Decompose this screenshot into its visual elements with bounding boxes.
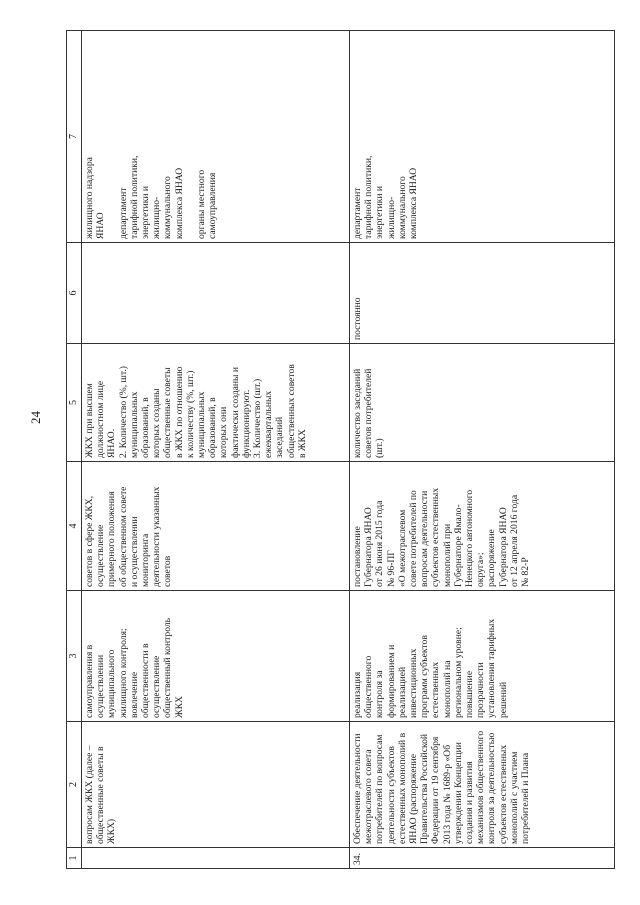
cell-line (185, 34, 196, 239)
cell-line: департамент (352, 187, 363, 239)
cell-line: общественные советы в (95, 746, 107, 844)
measures-table (66, 30, 615, 869)
cell-line: механизмов общественного (475, 730, 487, 844)
cell-line: постановление (352, 526, 363, 587)
cell-c6 (350, 243, 615, 344)
cell-line: энергетики и (140, 185, 152, 239)
cell-line: образований, в (207, 397, 219, 458)
cell-line: фактически созданы и (229, 366, 241, 458)
cell-line: инвестиционных (408, 648, 420, 718)
cell-line: количество заседаний (352, 368, 363, 458)
cell-line: советов (162, 555, 174, 587)
cell-line: советов в сфере ЖКХ, (84, 495, 95, 587)
header-col-7: 7 (67, 31, 82, 243)
cell-line: утверждении Концепции (452, 742, 464, 844)
cell-line: № 82-Р (520, 557, 532, 587)
cell-line: 2. Количество (%, шт.) (117, 366, 129, 458)
cell-line: Обеспечение деятельности (352, 733, 363, 844)
cell-line: должностном лице (95, 380, 107, 458)
cell-line: региональном уровне; (452, 627, 464, 718)
cell-line: ЖКХ (173, 696, 185, 718)
cell-c6 (82, 243, 350, 344)
cell-line: коммунального (396, 176, 408, 239)
row-number: 34. (350, 848, 615, 869)
cell-line: совете потребителей по (408, 490, 420, 587)
cell-line: самоуправления в (84, 644, 95, 718)
header-col-4: 4 (67, 462, 82, 591)
cell-line: муниципальных (196, 391, 208, 458)
cell-line: общественные советы (162, 367, 174, 458)
header-row (67, 31, 82, 869)
cell-line: «О межотраслевом (396, 509, 408, 587)
cell-line: повышение (464, 670, 476, 718)
cell-line: программ субъектов (419, 635, 431, 718)
cell-line: ЯНАО (распоряжение (408, 753, 420, 844)
cell-line: вопросам ЖКХ (далее – (84, 745, 95, 844)
header-col-5: 5 (67, 344, 82, 462)
header-col-6: 6 (67, 243, 82, 344)
cell-line: формированием и (385, 644, 397, 718)
cell-line: субъектов естественных (430, 487, 442, 587)
cell-line: ЖКХ) (106, 818, 118, 844)
cell-line: монополий с участием (508, 751, 520, 844)
cell-c5 (350, 344, 615, 462)
cell-line: общественного (363, 655, 375, 718)
rotated-table-container (66, 31, 614, 869)
row-number (82, 848, 350, 869)
cell-line: (шт.) (374, 438, 386, 458)
cell-line: мониторинга (140, 533, 152, 587)
cell-line: вовлечение (128, 671, 140, 718)
cell-c5 (82, 344, 350, 462)
cell-line: потребителей по вопросам (374, 734, 386, 844)
page-number: 24 (28, 411, 43, 424)
cell-line: общественный контроль (162, 617, 174, 718)
cell-line: заседаний (274, 416, 286, 458)
cell-line: вопросам деятельности (419, 490, 431, 587)
cell-line: муниципальных (128, 391, 140, 458)
cell-c4 (82, 462, 350, 591)
cell-line: к количеству (%, шт.) (184, 370, 196, 458)
cell-line: естественных (430, 661, 442, 718)
table-row (82, 31, 350, 869)
cell-line: коммунального (162, 176, 174, 239)
cell-line: от 12 апреля 2016 года (508, 494, 520, 587)
cell-line: осуществлении (95, 654, 107, 718)
cell-line: деятельности субъектов (385, 746, 397, 844)
cell-c4 (350, 462, 615, 591)
cell-line: общественности в (140, 643, 152, 718)
cell-line: потребителей и Плана (520, 752, 532, 844)
cell-line: округа»; (475, 552, 487, 587)
cell-line: контроля за (374, 670, 386, 718)
cell-line: ежеквартальных (263, 390, 275, 458)
cell-line: осуществление (151, 655, 163, 718)
cell-line: реализацией (396, 666, 408, 718)
cell-line: которых они (218, 406, 230, 458)
cell-line: образований, в (140, 397, 152, 458)
cell-line: Правительства Российской (419, 733, 431, 844)
table-row (350, 31, 615, 869)
cell-line: и осуществлении (128, 516, 140, 587)
cell-line: реализация (352, 671, 363, 718)
cell-c2 (350, 722, 615, 848)
cell-line: Федерации от 19 сентября (430, 736, 442, 844)
header-col-2: 2 (67, 722, 82, 848)
cell-line: решений (497, 681, 509, 718)
cell-line: которых созданы (151, 388, 163, 458)
cell-line: 2013 года № 1689-р «Об (441, 744, 453, 844)
cell-line: тарифной политики, (363, 155, 375, 239)
cell-line: 3. Количество (шт.) (252, 378, 264, 458)
cell-line: жилищно- (151, 196, 163, 239)
cell-line: контроля за деятельностью (486, 732, 498, 844)
cell-line: Губернатора ЯНАО (363, 507, 375, 587)
cell-c2 (82, 722, 350, 848)
cell-line: Губернаторе Ямало- (452, 504, 464, 587)
cell-c3 (82, 591, 350, 722)
cell-line: департамент (117, 187, 129, 239)
cell-line: Губернатора ЯНАО (497, 507, 509, 587)
cell-line: осуществление (95, 524, 107, 587)
cell-line: муниципального (106, 649, 118, 718)
cell-line: субъектов естественных (497, 744, 509, 844)
cell-line: № 96-ПГ (385, 550, 397, 587)
cell-line: тарифной политики, (128, 155, 140, 239)
cell-line: энергетики и (374, 185, 386, 239)
cell-line: установления тарифных (486, 618, 498, 718)
cell-c3 (350, 591, 615, 722)
cell-line: монополий на (441, 660, 453, 718)
cell-line: прозрачности (475, 662, 487, 718)
cell-line: монополий при (441, 523, 453, 587)
cell-line: функционируют. (240, 389, 252, 458)
cell-line: в ЖКХ (296, 429, 308, 458)
cell-line: самоуправления (207, 172, 219, 239)
cell-line: жилищного контроля; (117, 628, 129, 718)
cell-line: ЯНАО (95, 212, 107, 239)
header-col-3: 3 (67, 591, 82, 722)
cell-line: комплекса ЯНАО (408, 167, 420, 239)
cell-line (106, 34, 117, 239)
cell-line: общественных советов (285, 364, 297, 458)
cell-line: об общественном совете (117, 486, 129, 587)
cell-line: естественных монополий в (396, 732, 408, 844)
cell-line: создания и развития (464, 761, 476, 844)
cell-c7 (82, 31, 350, 243)
cell-line: советов потребителей (363, 368, 375, 458)
cell-line: примерного положения (106, 491, 118, 587)
cell-line: жилищного надзора (84, 157, 95, 239)
cell-line: распоряжение (486, 529, 498, 587)
header-col-1: 1 (67, 848, 82, 869)
cell-line: ЯНАО. (106, 428, 118, 458)
cell-c7 (350, 31, 615, 243)
cell-line: Ненецкого автономного (464, 489, 476, 587)
cell-line: от 26 июня 2015 года (374, 500, 386, 587)
cell-line: деятельности указанных (151, 486, 163, 587)
cell-line: межотраслевого совета (363, 749, 375, 844)
cell-line: органы местного (196, 169, 208, 239)
cell-line: в ЖКХ по отношению (173, 366, 185, 458)
cell-line: постоянно (352, 297, 363, 340)
cell-line: ЖКХ при высшем (84, 383, 95, 458)
cell-line: комплекса ЯНАО (173, 167, 185, 239)
cell-line: жилищно- (385, 196, 397, 239)
